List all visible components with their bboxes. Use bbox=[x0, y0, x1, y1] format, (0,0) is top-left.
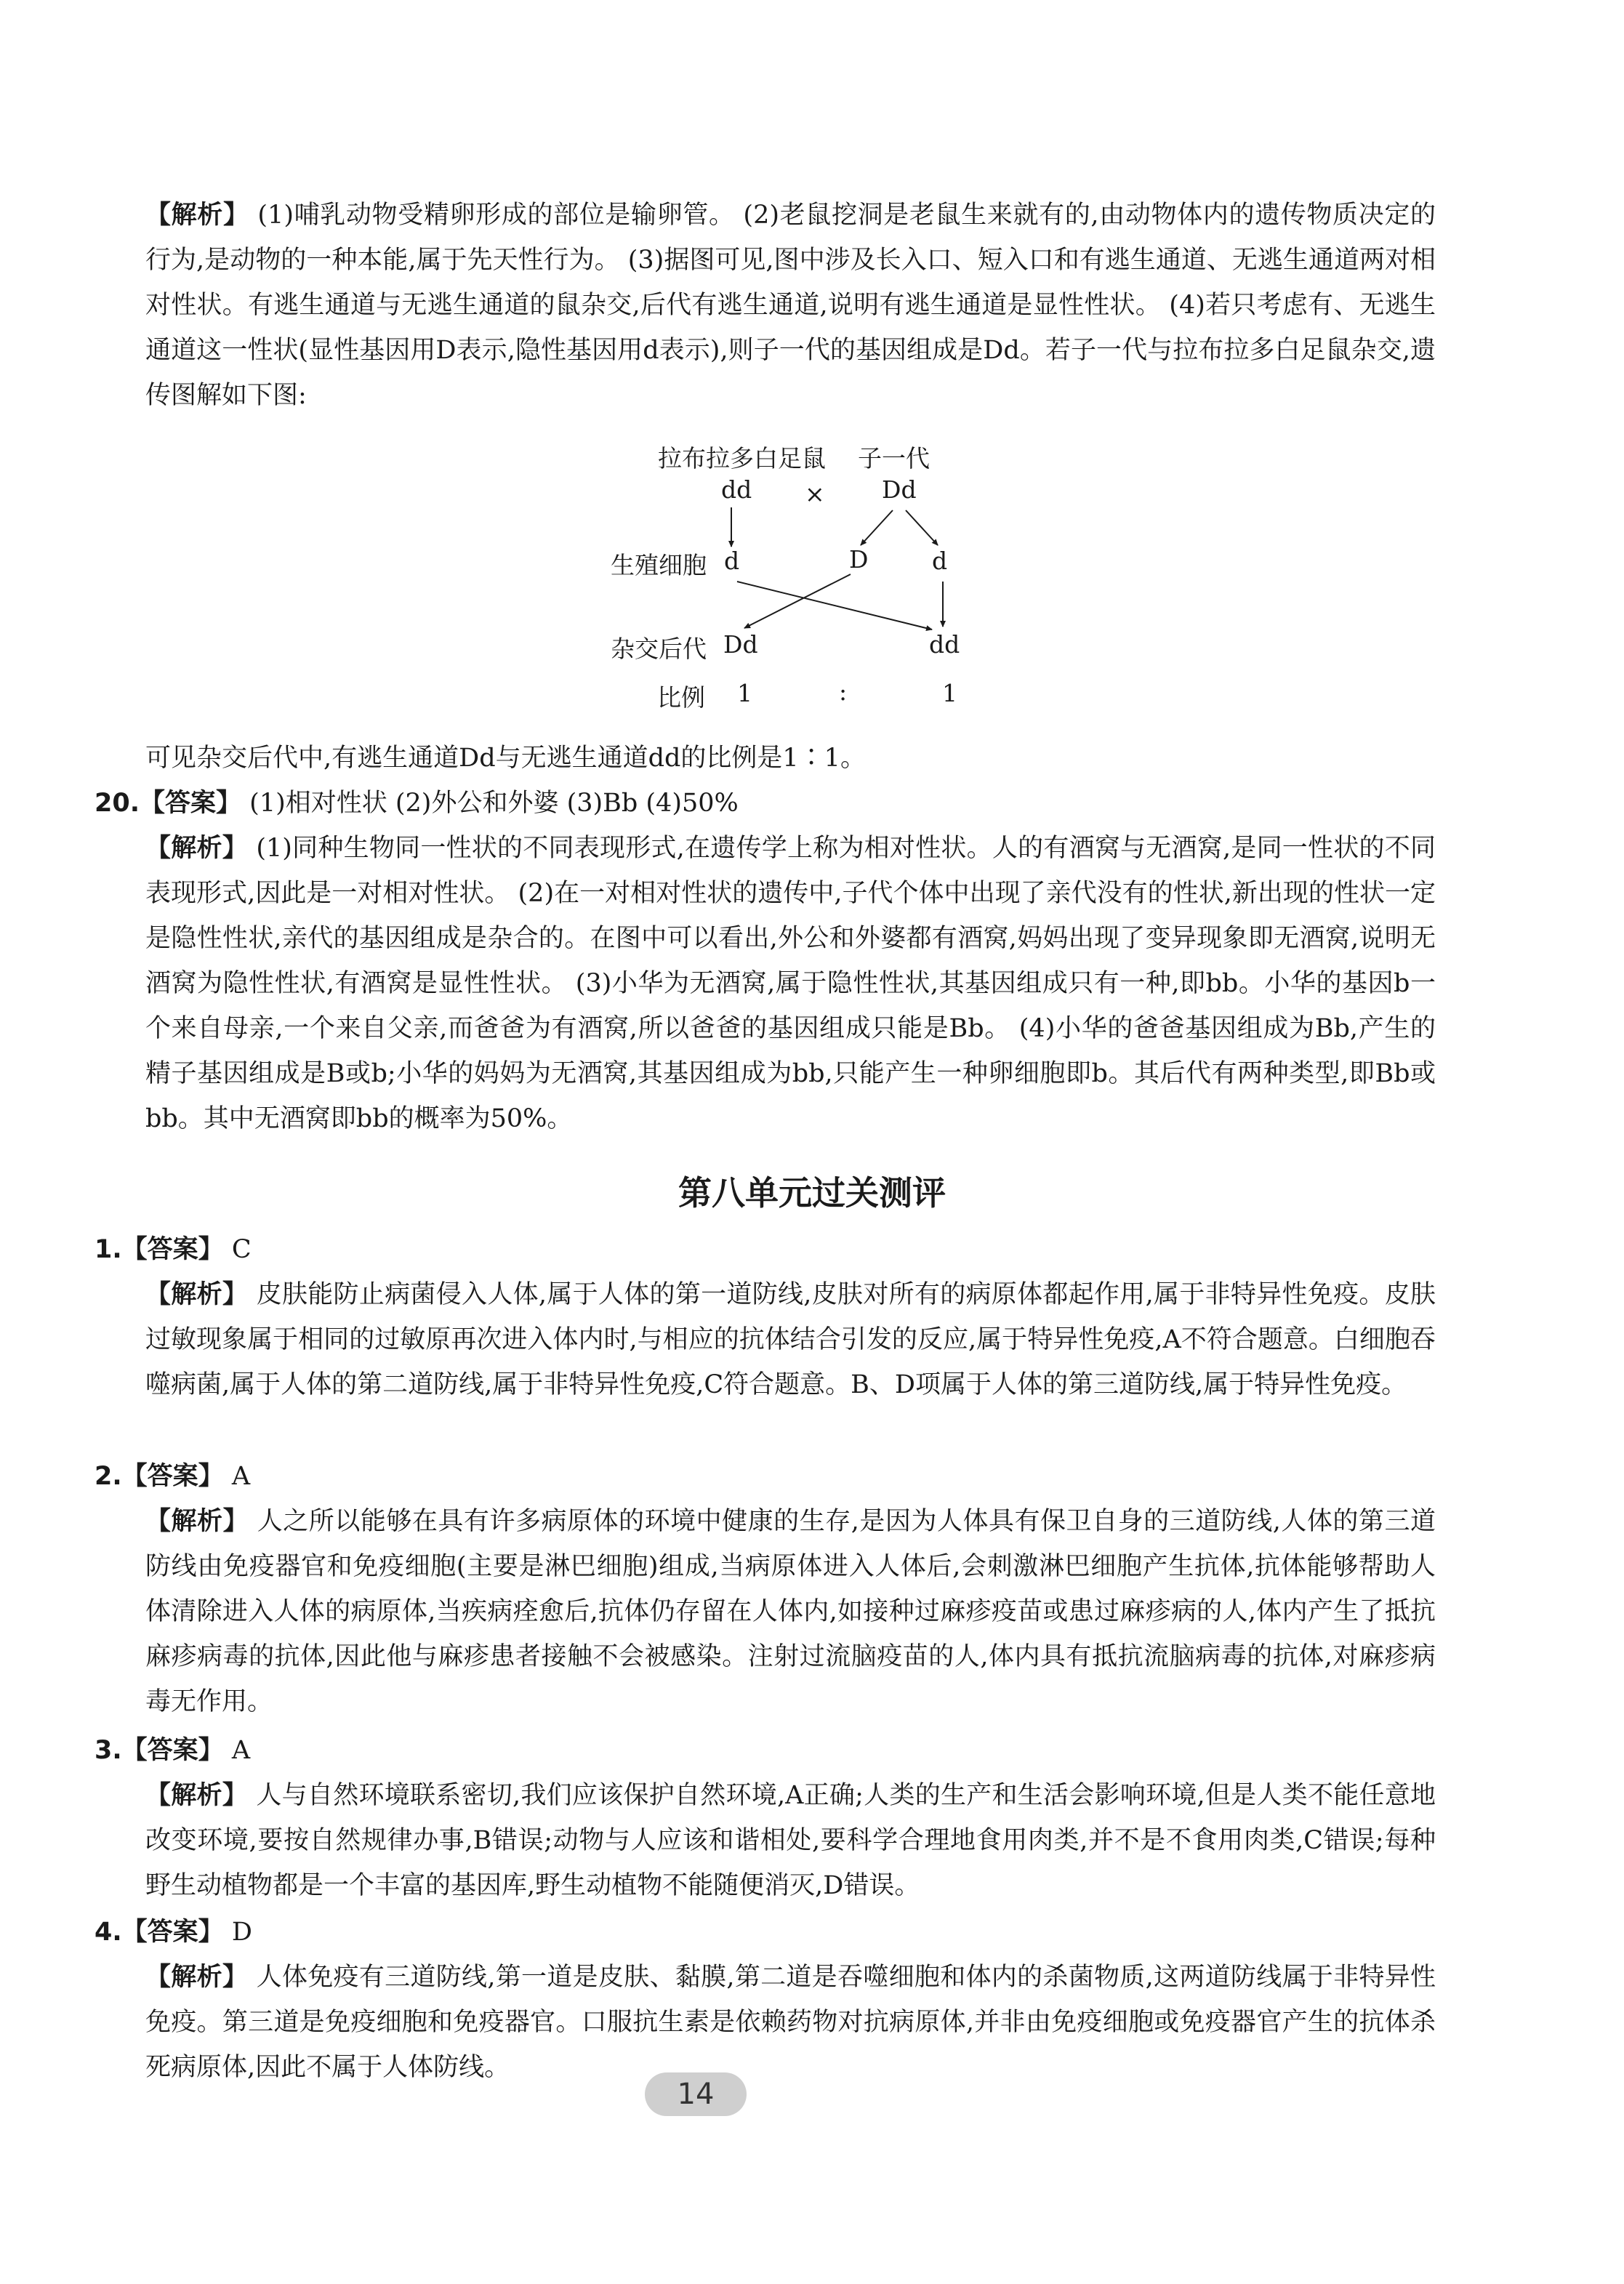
q20-number: 20. bbox=[95, 789, 140, 818]
analysis-label: 【解析】 bbox=[145, 1280, 249, 1309]
q2-answer-line bbox=[95, 1454, 1436, 1499]
answer-label: 【答案】 bbox=[121, 1918, 224, 1947]
ratio-colon: : bbox=[839, 677, 848, 706]
analysis-label: 【解析】 bbox=[145, 201, 249, 230]
arrow-Dd-to-d bbox=[906, 510, 938, 545]
gamete-label: 生殖细胞 bbox=[611, 551, 707, 579]
q2-analysis: 人之所以能够在具有许多病原体的环境中健康的生存,是因为人体具有保卫自身的三道防线,人体的第三道防线由免疫器官和免疫细胞(主要是淋巴细胞)组成,当病原体进入人体后,会刺激淋巴细胞产生抗体,抗体能够帮助人体清除进入人体的病原体,当疾病痊愈后,抗体仍存留在人体内,如接种过麻疹疫苗或患过麻疹病的人,体内产生了抵抗麻疹病毒的抗体,因此他与麻疹患者接触不会被感染。注射过流脑疫苗的人,体内具有抵抗流脑病毒的抗体,对麻疹病毒无作用。 bbox=[145, 1507, 1436, 1716]
q4-analysis: 人体免疫有三道防线,第一道是皮肤、黏膜,第二道是吞噬细胞和体内的杀菌物质,这两道防线属于非特异性免疫。第三道是免疫细胞和免疫器官。口服抗生素是依赖药物对抗病原体,并非由免疫细胞或免疫器官产生的抗体杀死病原体,因此不属于人体防线。 bbox=[145, 1963, 1436, 2082]
q1-answer-line bbox=[95, 1227, 1436, 1272]
q1-analysis: 皮肤能防止病菌侵入人体,属于人体的第一道防线,皮肤对所有的病原体都起作用,属于非特异性免疫。皮肤过敏现象属于相同的过敏原再次进入体内时,与相应的抗体结合引发的反应,属于特异性免疫,A不符合题意。白细胞吞噬病菌,属于人体的第二道防线,属于非特异性免疫,C符合题意。B、D项属于人体的第三道防线,属于特异性免疫。 bbox=[145, 1280, 1436, 1399]
ratio-value-1: 1 bbox=[737, 679, 752, 707]
q1-answer: C bbox=[231, 1235, 252, 1264]
q20-answer-line bbox=[95, 781, 1436, 826]
parent2-genotype: Dd bbox=[882, 475, 917, 504]
analysis-label: 【解析】 bbox=[145, 1963, 249, 1992]
q4-answer: D bbox=[231, 1918, 252, 1947]
intro-analysis-text: (1)哺乳动物受精卵形成的部位是输卵管。 (2)老鼠挖洞是老鼠生来就有的,由动物体内的遗传物质决定的行为,是动物的一种本能,属于先天性行为。 (3)据图可见,图中涉及长入口、短入口和有逃生通道、无逃生通道两对相对性状。有逃生通道与无逃生通道的鼠杂交,后代有逃生通道,说明有逃生通道是显性性状。 (4)若只考虑有、无逃生通道这一性状(显性基因用D表示,隐性基因用d表示),则子一代的基因组成是Dd。若子一代与拉布拉多白足鼠杂交,遗传图解如下图: bbox=[145, 201, 1436, 410]
q4-answer-line bbox=[95, 1910, 1436, 1955]
q4-analysis-paragraph bbox=[145, 1955, 1436, 2090]
q4-number: 4. bbox=[95, 1918, 122, 1947]
section-title: 第八单元过关测评 bbox=[678, 1173, 946, 1213]
cross-symbol: × bbox=[805, 480, 825, 508]
q3-answer-line bbox=[95, 1728, 1436, 1773]
gamete-d-left: d bbox=[724, 547, 740, 575]
analysis-label: 【解析】 bbox=[145, 834, 248, 863]
answer-label: 【答案】 bbox=[121, 1736, 224, 1765]
page-number bbox=[645, 2072, 747, 2116]
intro-conclusion: 可见杂交后代中,有逃生通道Dd与无逃生通道dd的比例是1∶1。 bbox=[145, 744, 866, 773]
gamete-d-right: d bbox=[932, 547, 948, 575]
q1-number: 1. bbox=[95, 1235, 122, 1264]
offspring-dd: dd bbox=[929, 630, 960, 659]
parent1-genotype: dd bbox=[721, 475, 752, 504]
arrow-Dd-to-D bbox=[861, 510, 893, 545]
q3-answer: A bbox=[231, 1736, 251, 1765]
q20-analysis: (1)同种生物同一性状的不同表现形式,在遗传学上称为相对性状。人的有酒窝与无酒窝,是同一性状的不同表现形式,因此是一对相对性状。 (2)在一对相对性状的遗传中,子代个体中出现了亲代没有的性状,新出现的性状一定是隐性性状,亲代的基因组成是杂合的。在图中可以看出,外公和外婆都有酒窝,妈妈出现了变异现象即无酒窝,说明无酒窝为隐性性状,有酒窝是显性性状。 (3)小华为无酒窝,属于隐性性状,其基因组成只有一种,即bb。小华的基因b一个来自母亲,一个来自父亲,而爸爸为有酒窝,所以爸爸的基因组成只能是Bb。 (4)小华的爸爸基因组成为Bb,产生的精子基因组成是B或b;小华的妈妈为无酒窝,其基因组成为bb,只能产生一种卵细胞即b。其后代有两种类型,即Bb或bb。其中无酒窝即bb的概率为50%。 bbox=[145, 834, 1436, 1133]
ratio-value-2: 1 bbox=[942, 679, 957, 707]
answer-label: 【答案】 bbox=[140, 789, 242, 818]
parent1-name: 拉布拉多白足鼠 bbox=[658, 444, 826, 473]
arrow-D-cross-Dd bbox=[744, 574, 851, 628]
q1-analysis-paragraph bbox=[145, 1272, 1436, 1407]
q2-answer: A bbox=[231, 1462, 251, 1491]
answer-label: 【答案】 bbox=[121, 1235, 224, 1264]
q2-analysis-paragraph bbox=[145, 1499, 1436, 1724]
answer-label: 【答案】 bbox=[121, 1462, 224, 1491]
analysis-label: 【解析】 bbox=[145, 1507, 249, 1536]
q3-number: 3. bbox=[95, 1736, 122, 1765]
page-number-text: 14 bbox=[677, 2078, 715, 2111]
q20-answer: (1)相对性状 (2)外公和外婆 (3)Bb (4)50% bbox=[249, 789, 739, 818]
q20-analysis-paragraph bbox=[145, 826, 1436, 1141]
ratio-label: 比例 bbox=[657, 683, 705, 712]
parent2-name: 子一代 bbox=[858, 444, 930, 473]
analysis-label: 【解析】 bbox=[145, 1781, 249, 1810]
offspring-label: 杂交后代 bbox=[611, 635, 707, 663]
arrow-d-cross-dd bbox=[737, 582, 932, 630]
q3-analysis-paragraph bbox=[145, 1773, 1436, 1908]
diagram-arrows bbox=[0, 0, 1624, 727]
offspring-Dd: Dd bbox=[723, 630, 758, 659]
q3-analysis: 人与自然环境联系密切,我们应该保护自然环境,A正确;人类的生产和生活会影响环境,但是人类不能任意地改变环境,要按自然规律办事,B错误;动物与人应该和谐相处,要科学合理地食用肉类,并不是不食用肉类,C错误;每种野生动植物都是一个丰富的基因库,野生动植物不能随便消灭,D错误。 bbox=[145, 1781, 1436, 1900]
gamete-D: D bbox=[849, 545, 869, 574]
q2-number: 2. bbox=[95, 1462, 122, 1491]
